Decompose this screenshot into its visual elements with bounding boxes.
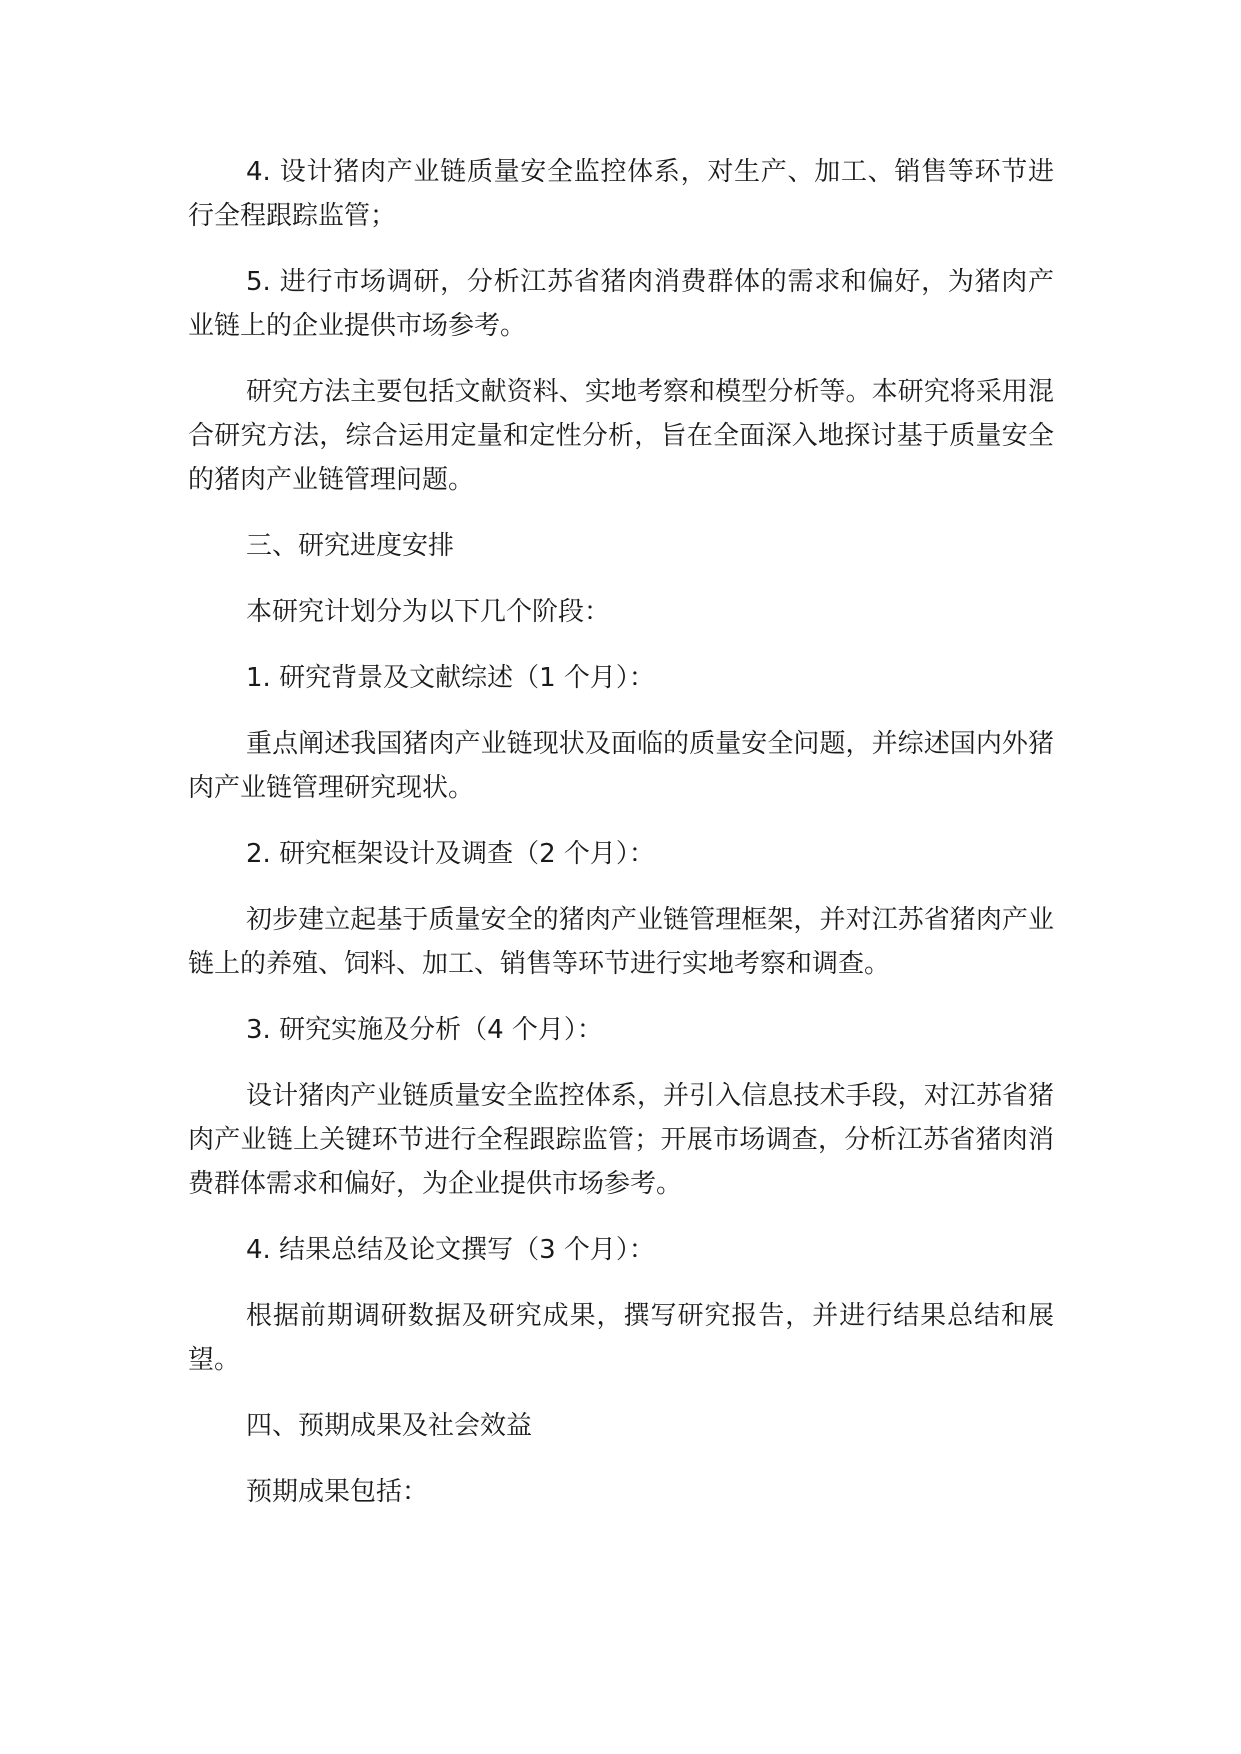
list-item-4: 4. 设计猪肉产业链质量安全监控体系，对生产、加工、销售等环节进行全程跟踪监管； xyxy=(188,157,1054,231)
list-item-5: 5. 进行市场调研，分析江苏省猪肉消费群体的需求和偏好，为猪肉产业链上的企业提供市场参考。 xyxy=(188,267,1054,341)
stage-1-title: 1. 研究背景及文献综述（1 个月）： xyxy=(246,663,655,693)
section-heading-outcomes: 四、预期成果及社会效益 xyxy=(246,1411,533,1441)
stage-3-title: 3. 研究实施及分析（4 个月）： xyxy=(246,1015,603,1045)
section-heading-schedule: 三、研究进度安排 xyxy=(246,531,455,561)
methods-paragraph: 研究方法主要包括文献资料、实地考察和模型分析等。本研究将采用混合研究方法，综合运用定量和定性分析，旨在全面深入地探讨基于质量安全的猪肉产业链管理问题。 xyxy=(188,377,1054,495)
outcomes-intro: 预期成果包括： xyxy=(246,1477,429,1507)
stage-2-description: 初步建立起基于质量安全的猪肉产业链管理框架，并对江苏省猪肉产业链上的养殖、饲料、加工、销售等环节进行实地考察和调查。 xyxy=(188,905,1054,979)
stage-3-description: 设计猪肉产业链质量安全监控体系，并引入信息技术手段，对江苏省猪肉产业链上关键环节进行全程跟踪监管；开展市场调查，分析江苏省猪肉消费群体需求和偏好，为企业提供市场参考。 xyxy=(188,1081,1054,1199)
stage-2-title: 2. 研究框架设计及调查（2 个月）： xyxy=(246,839,655,869)
stage-4-description: 根据前期调研数据及研究成果，撰写研究报告，并进行结果总结和展望。 xyxy=(188,1301,1054,1375)
stage-1-description: 重点阐述我国猪肉产业链现状及面临的质量安全问题，并综述国内外猪肉产业链管理研究现状。 xyxy=(188,729,1054,803)
schedule-intro: 本研究计划分为以下几个阶段： xyxy=(246,597,611,627)
document-body xyxy=(188,150,1054,1536)
stage-4-title: 4. 结果总结及论文撰写（3 个月）： xyxy=(246,1235,655,1265)
